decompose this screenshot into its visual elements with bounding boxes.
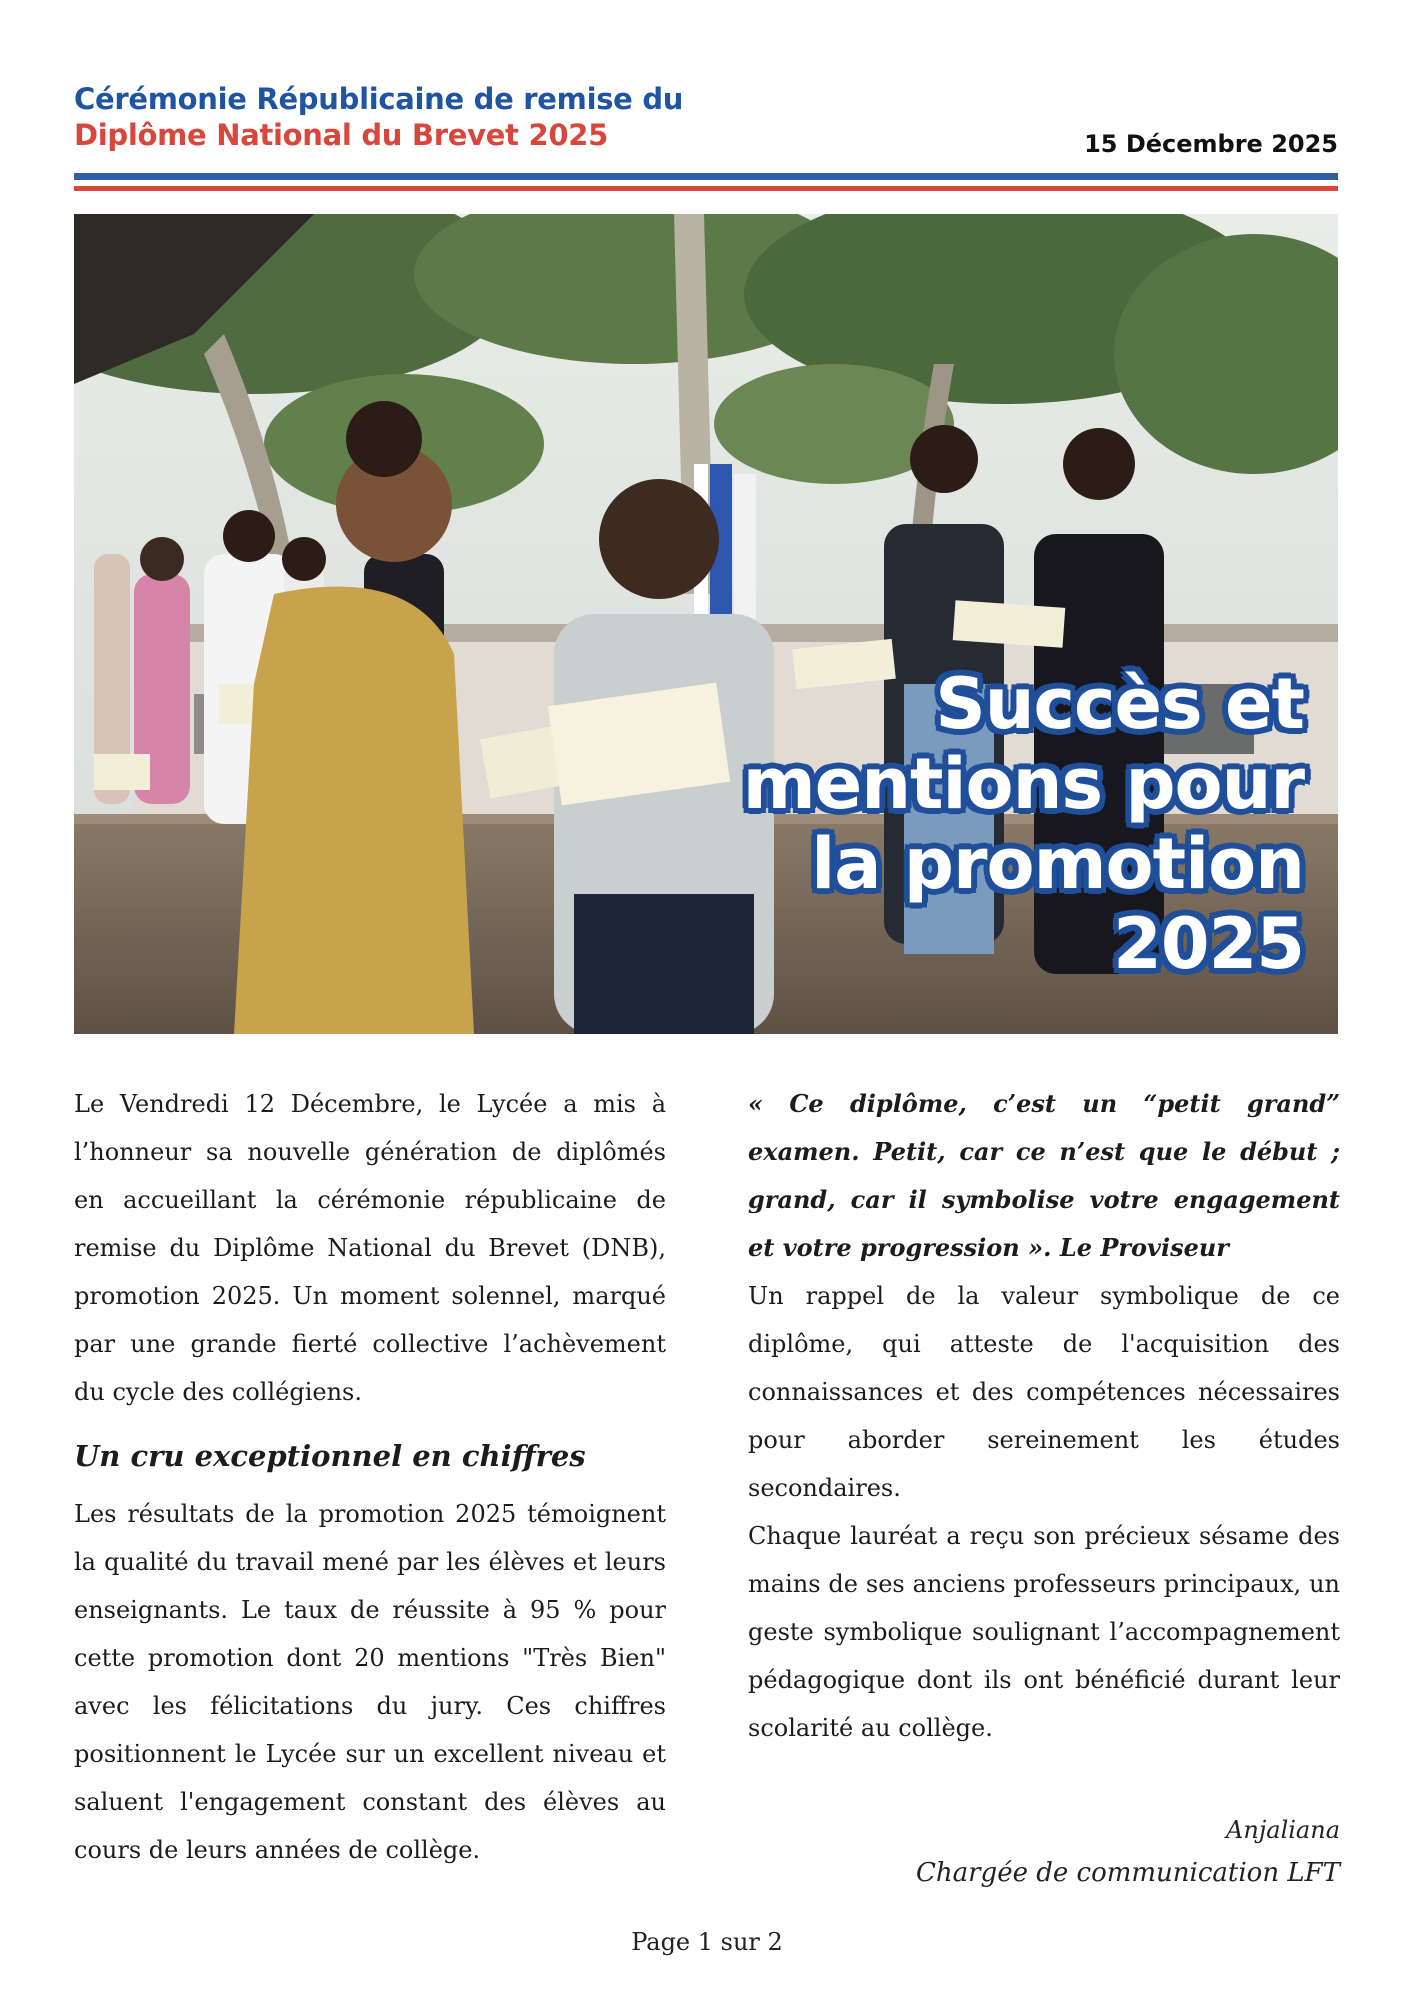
ceremony-photo (74, 214, 1338, 1034)
divider-red (74, 186, 1338, 191)
section-subheading: Un cru exceptionnel en chiffres (74, 1439, 586, 1473)
title-line-2: Diplôme National du Brevet 2025 (74, 118, 608, 152)
right-column (748, 1080, 1340, 1752)
intro-paragraph: Le Vendredi 12 Décembre, le Lycée a mis à l’honneur sa nouvelle génération de diplômés en accueillant la cérémonie républicaine de remise du Diplôme National du Brevet (DNB), promotion 2025. Un moment solennel, marqué par une grande fierté collective l’achèvement du cycle des collégiens. (74, 1090, 666, 1406)
page-number: Page 1 sur 2 (631, 1928, 783, 1956)
title-line-1: Cérémonie Républicaine de remise du (74, 82, 684, 116)
headline-line-1: Succès et (935, 663, 1304, 745)
laureates-paragraph: Chaque lauréat a reçu son précieux sésame des mains de ses anciens professeurs principaux, un geste symbolique soulignant l’accompagnement pédagogique dont ils ont bénéficié durant leur scolarité au collège. (748, 1522, 1340, 1742)
headline-line-2: mentions pour (742, 743, 1304, 825)
signature-name: Anjaliana (1226, 1816, 1340, 1844)
results-paragraph: Les résultats de la promotion 2025 témoignent la qualité du travail mené par les élèves et leurs enseignants. Le taux de réussite à 95 % pour cette promotion dont 20 mentions "Très Bien" avec les félicitations du jury. Ces chiffres positionnent le Lycée sur un excellent niveau et saluent l'engagement constant des élèves au cours de leurs années de collège. (74, 1500, 666, 1864)
headline-line-3: la promotion (811, 823, 1304, 905)
signature-role: Chargée de communication LFT (915, 1858, 1340, 1888)
symbolic-paragraph: Un rappel de la valeur symbolique de ce diplôme, qui atteste de l'acquisition des connaissances et des compétences nécessaires pour aborder sereinement les études secondaires. (748, 1282, 1340, 1502)
left-column (74, 1080, 666, 1874)
divider-blue (74, 173, 1338, 180)
principal-quote: « Ce diplôme, c’est un “petit grand” examen. Petit, car ce n’est que le début ; grand, car il symbolise votre engagement et votre progression ». Le Proviseur (748, 1089, 1340, 1262)
hero-headline (664, 664, 1304, 984)
signature-block (916, 1810, 1340, 1896)
headline-line-4: 2025 (1113, 903, 1304, 985)
publication-date: 15 Décembre 2025 (1084, 130, 1338, 158)
